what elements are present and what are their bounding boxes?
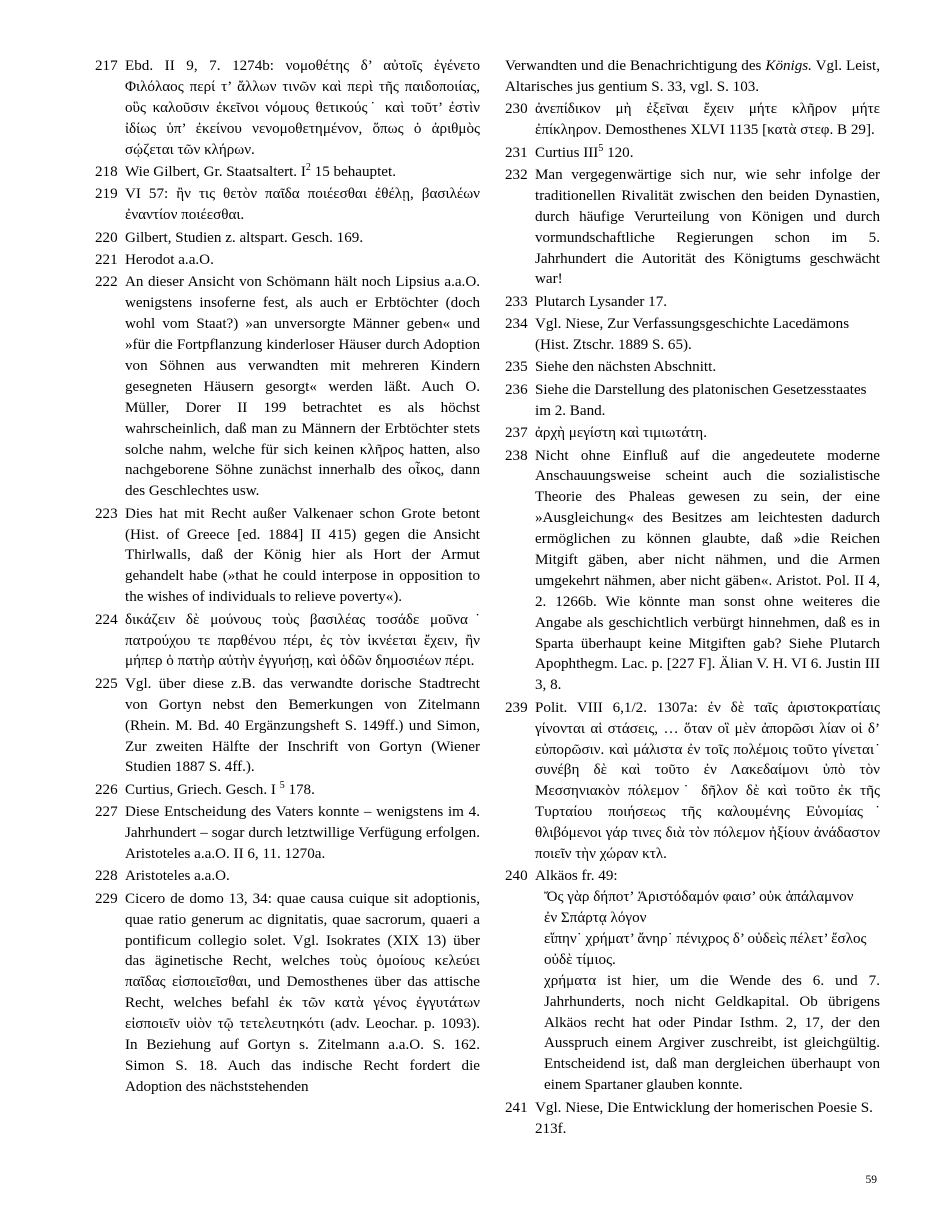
endnote-text bbox=[125, 780, 480, 801]
endnote-number: 240 bbox=[505, 868, 528, 885]
endnote-text-pre: Wie Gilbert, Gr. Staatsaltert. I bbox=[125, 163, 306, 180]
endnote-continuation-text bbox=[505, 56, 880, 98]
page-number: 59 bbox=[865, 1174, 877, 1186]
right-column bbox=[505, 56, 880, 1141]
endnote-number: 218 bbox=[95, 163, 118, 180]
endnote-text-pre: Curtius III bbox=[535, 144, 599, 161]
endnote-text: Gilbert, Studien z. altspart. Gesch. 169. bbox=[125, 229, 364, 246]
verse-line-1: Ὄς γὰρ δήποτ’ Ἀριστόδαμόν φαισ’ οὐκ ἀπάλαμνον bbox=[544, 889, 854, 906]
endnote-number: 238 bbox=[505, 447, 528, 464]
endnote-218 bbox=[95, 162, 480, 183]
endnote-number: 228 bbox=[95, 868, 118, 885]
endnote-223 bbox=[95, 504, 480, 608]
endnote-text bbox=[535, 866, 880, 1096]
endnote-text: Dies hat mit Recht außer Valkenaer schon Grote betont (Hist. of Greece [ed. 1884] II 415) gegen die Ansicht Thirlwalls, daß der König hier als Hort der Armut gehandelt habe (»that he could interpose in opposition to the wishes of individuals to relieve poverty«). bbox=[125, 505, 480, 606]
verse-line-2: ἐν Σπάρτᾳ λόγον bbox=[544, 910, 647, 927]
endnote-number: 225 bbox=[95, 675, 118, 692]
endnote-number: 232 bbox=[505, 166, 528, 183]
endnote-number: 223 bbox=[95, 505, 118, 522]
superscript-edition: 2 bbox=[305, 161, 311, 173]
endnote-224 bbox=[95, 610, 480, 673]
endnote-text: ἀνεπίδικον μὴ ἐξεῖναι ἔχειν μήτε κλῆρον μήτε ἐπίκληρον. Demosthenes XLVI 1135 [κατὰ στεφ. Β 29]. bbox=[535, 101, 880, 139]
verse-line-3: εἴπην˙ χρήματ’ ἄνηρ˙ πένιχρος δ’ οὐδεὶς πέλετ’ ἔσλος bbox=[544, 931, 867, 948]
endnote-219 bbox=[95, 184, 480, 226]
endnote-text bbox=[125, 162, 480, 183]
superscript-edition: 5 bbox=[598, 142, 604, 154]
endnote-text: Siehe die Darstellung des platonischen Gesetzesstaates im 2. Band. bbox=[535, 381, 867, 419]
endnote-number: 234 bbox=[505, 316, 528, 333]
endnote-number: 219 bbox=[95, 186, 118, 203]
endnote-number: 229 bbox=[95, 890, 118, 907]
italic-koenigs: Königs. bbox=[765, 58, 812, 74]
continuation-line-1: Verwandten und die Benachrichtigung des bbox=[505, 58, 766, 74]
endnote-236 bbox=[505, 380, 880, 422]
endnote-number: 227 bbox=[95, 804, 118, 821]
endnote-230 bbox=[505, 99, 880, 141]
endnote-text: ἀρχὴ μεγίστη καὶ τιμιωτάτη. bbox=[535, 425, 707, 442]
endnote-text-post: 178. bbox=[284, 781, 315, 798]
endnote-number: 239 bbox=[505, 699, 528, 716]
endnote-text: Diese Entscheidung des Vaters konnte – wenigstens im 4. Jahrhundert – sogar durch letztwillige Verfügung erfolgen. Aristoteles a.a.O. II 6, 11. 1270a. bbox=[125, 804, 480, 862]
endnote-text: Herodot a.a.O. bbox=[125, 252, 214, 269]
endnote-number: 222 bbox=[95, 274, 118, 291]
endnote-240 bbox=[505, 866, 880, 1096]
verse-block bbox=[535, 887, 880, 971]
endnote-239 bbox=[505, 698, 880, 865]
endnote-text-post: 15 behauptet. bbox=[310, 163, 396, 180]
endnote-229-continuation bbox=[505, 56, 880, 98]
endnote-after-verse: χρήματα ist hier, um die Wende des 6. und 7. Jahrhunderts, noch nicht Geldkapital. Ob übrigens Alkäos recht hat oder Pindar Isthm. 2, 17, der den Ausspruch einem Argiver zuschreibt, ist gleichgültig. Entscheidend ist, daß man dergleichen überhaupt von einem Spartaner glauben konnte. bbox=[544, 972, 880, 1094]
left-column bbox=[95, 56, 480, 1099]
endnote-text: Cicero de domo 13, 34: quae causa cuique sit adoptionis, quae ratio generum ac dignitatis, quae sacrorum, quaeri a pontificum collegio solet. Vgl. Isokrates (XIX 13) über das äginetische Recht, welches τοὺς ὁμοίους κελεύει παῖδας εἰσποιεῖσθαι, und Demosthenes über das attische Recht, welches befahl ἐκ τῶν κατὰ γένος ἐγγυτάτων εἰσποιεῖν υἱὸν τῷ τετελευτηκότι (adv. Leochar. p. 1093). In Beziehung auf Gortyn s. Zitelmann a.a.O. S. 162. Simon S. 18. Auch das indische Recht fordert die Adoption des nächststehenden bbox=[125, 890, 480, 1095]
endnote-text: Polit. VIII 6,1/2. 1307a: ἐν δὲ ταῖς ἀριστοκρατίαις γίνονται αἱ στάσεις, … ὅταν οἳ μὲν ἀποpῶσι λίαν οἱ δ’ εὐπορῶσιν. καὶ μάλιστα ἐν τοῖς πολέμοις τοῦτο γίνεται˙ συνέβη δὲ καὶ τοῦτο ἐν Λακεδαίμονι ὑπὸ τὸν Μεσσηνιακὸν πόλεμον˙ δῆλον δὲ καὶ τοῦτο ἐκ τῆς Τυρταίου ποιήσεως τῆς καλουμένης Εὐνομίας˙ θλιβόμενοι γάρ τινες διὰ τὸν πόλεμον ἠξίουν ἀνάδαστον ποιεῖν τὴν χώραν κτλ. bbox=[535, 699, 880, 862]
endnote-237 bbox=[505, 423, 880, 444]
endnote-228 bbox=[95, 866, 480, 887]
endnote-222 bbox=[95, 272, 480, 502]
endnote-text-post: 120. bbox=[603, 144, 634, 161]
endnote-235 bbox=[505, 357, 880, 378]
endnote-number: 231 bbox=[505, 144, 528, 161]
endnote-225 bbox=[95, 674, 480, 778]
endnote-233 bbox=[505, 292, 880, 313]
endnote-217 bbox=[95, 56, 480, 160]
endnote-number: 236 bbox=[505, 381, 528, 398]
endnote-text bbox=[535, 143, 880, 164]
endnote-number: 237 bbox=[505, 425, 528, 442]
endnote-text: VI 57: ἢν τις θετὸν παῖδα ποιέεσθαι ἐθέλῃ, βασιλέων ἐναντίον ποιέεσθαι. bbox=[125, 186, 480, 224]
endnote-text: Vgl. über diese z.B. das verwandte dorische Stadtrecht von Gortyn nebst den Bemerkungen von Zitelmann (Rhein. M. Bd. 40 Ergänzungsheft S. 149ff.) und Simon, Zur zweiten Hälfte der Inschrift von Gortyn (Wiener Studien 1887 S. 4ff.). bbox=[125, 675, 480, 776]
endnote-220 bbox=[95, 228, 480, 249]
endnote-text: Plutarch Lysander 17. bbox=[535, 293, 668, 310]
endnote-229 bbox=[95, 889, 480, 1098]
endnote-234 bbox=[505, 314, 880, 356]
endnote-text: Nicht ohne Einfluß auf die angedeutete moderne Anschauungsweise scheint auch die sozialistische Theorie des Phaleas gewesen zu sein, der eine »Ausgleichung« des Besitzes am leichtesten dadurch ermöglichen zu können glaubte, daß »die Reichen Mitgift gäben, aber nicht nähmen, und die Armen umgekehrt nähmen, aber nicht gäben«. Aristot. Pol. II 4, 2. 1266b. Wie könnte man sonst ohne weiteres die Angabe als geschichtlich verbürgt hinnehmen, daß es in Sparta überhaupt keine Mitgiften gab? Siehe Plutarch Apophthegm. Lac. p. [227 F]. Älian V. H. VI 6. Justin III 3, 8. bbox=[535, 447, 880, 694]
endnote-number: 217 bbox=[95, 58, 118, 74]
endnote-text: Vgl. Niese, Zur Verfassungsgeschichte Lacedämons (Hist. Ztschr. 1889 S. 65). bbox=[535, 316, 850, 354]
endnote-text: Siehe den nächsten Abschnitt. bbox=[535, 359, 717, 376]
endnote-number: 233 bbox=[505, 293, 528, 310]
endnote-number: 221 bbox=[95, 252, 118, 269]
superscript-edition: 5 bbox=[279, 779, 285, 791]
endnote-221 bbox=[95, 250, 480, 271]
endnote-number: 224 bbox=[95, 611, 118, 628]
endnote-number: 220 bbox=[95, 229, 118, 246]
continuation-line-2: Vgl. Leist, Altarisches jus gentium S. 33, vgl. S. 103. bbox=[505, 58, 880, 95]
endnote-227 bbox=[95, 802, 480, 865]
endnote-text: Ebd. II 9, 7. 1274b: νομοθέτης δ’ αὐτοῖς ἐγένετο Φιλόλαος περί τ’ ἄλλων τινῶν καὶ περὶ τῆς παιδοποιίας, οὓς καλοῦσιν ἐκεῖνοι νόμους θετικούς˙ καὶ τοῦτ’ ἐστὶν ἰδίως ὑπ’ ἐκείνου νενομοθετημένον, ὅπως ὁ ἀριθμὸς σῴζεται τῶν κλήρων. bbox=[125, 58, 480, 158]
endnote-text: Man vergegenwärtige sich nur, wie sehr infolge der traditionellen Rivalität zwischen den beiden Dynastien, durch häufige Verurteilung von Königen und durch vormundschaftliche Regierungen schon im 5. Jahrhundert die Autorität des Königtums geschwächt war! bbox=[535, 166, 880, 288]
endnote-238 bbox=[505, 446, 880, 697]
endnote-number: 226 bbox=[95, 781, 118, 798]
verse-line-4: οὐδὲ τίμιος. bbox=[544, 951, 616, 968]
endnote-text-pre: Curtius, Griech. Gesch. I bbox=[125, 781, 280, 798]
endnote-number: 235 bbox=[505, 359, 528, 376]
endnote-241 bbox=[505, 1098, 880, 1140]
endnote-number: 230 bbox=[505, 101, 528, 118]
endnote-232 bbox=[505, 165, 880, 290]
endnote-text: δικάζειν δὲ μούνους τοὺς βασιλέας τοσάδε μοῦνα˙ πατρούχου τε παρθένου πέρι, ἐς τὸν ἱκνέεται ἔχειν, ἢν μήπερ ὁ πατὴρ αὐτὴν ἐγγυήσῃ, καὶ ὁδῶν δημοσιέων πέρι. bbox=[125, 611, 480, 670]
endnote-text: Vgl. Niese, Die Entwicklung der homerischen Poesie S. 213f. bbox=[535, 1099, 873, 1137]
endnote-intro: Alkäos fr. 49: bbox=[535, 868, 618, 885]
endnote-text: An dieser Ansicht von Schömann hält noch Lipsius a.a.O. wenigstens insoferne fest, als auch er Erbtöchter (doch wohl vom Staat?) »an unversorgte Männer geben« und »für die Fortpflanzung kinderloser Häuser durch Adoption von Söhnen aus verwandten mit mehreren Kindern gesegneten Häusern gesorgt« werden läßt. Auch O. Müller, Dorer II 199 betrachtet es als höchst wahrscheinlich, daß man zu Männern der Erbtöchter stets solche nahm, welche für sich keinen κλῆρος hatten, also nachgeborene Söhne zunächst innerhalb des οἶκος, dann des Geschlechtes usw. bbox=[125, 274, 480, 500]
two-column-layout bbox=[95, 56, 880, 1141]
endnote-text: Aristoteles a.a.O. bbox=[125, 868, 230, 885]
endnote-231 bbox=[505, 143, 880, 164]
endnote-226 bbox=[95, 780, 480, 801]
endnote-number: 241 bbox=[505, 1099, 528, 1116]
